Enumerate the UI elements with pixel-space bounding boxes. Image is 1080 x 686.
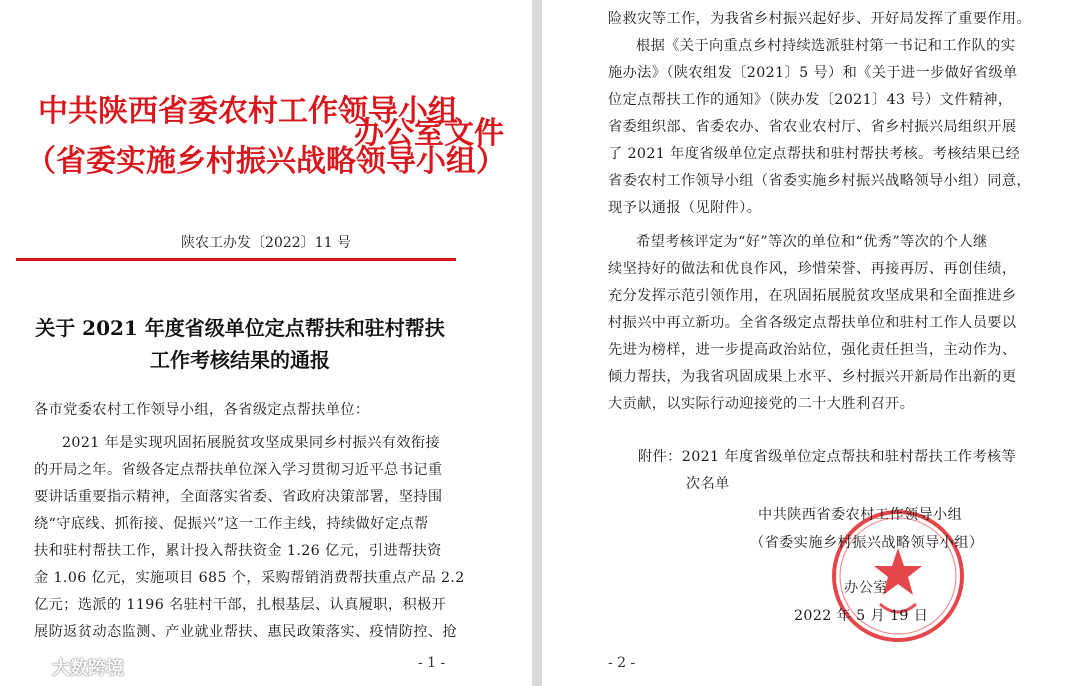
- signature-line3: 办公室: [844, 580, 888, 596]
- signature-line2: （省委实施乡村振兴战略领导小组）: [750, 535, 984, 551]
- body-line: 村振兴中再立新功。全省各级定点帮扶单位和驻村工作人员要以: [608, 315, 1017, 331]
- watermark: [8, 652, 124, 682]
- signature-date: 2022 年 5 月 19 日: [794, 608, 929, 624]
- body-line: 大贡献，以实际行动迎接党的二十大胜利召开。: [608, 396, 915, 412]
- body-line: 险救灾等工作，为我省乡村振兴起好步、开好局发挥了重要作用。: [608, 11, 1032, 27]
- body-line: 续坚持好的做法和优良作风，珍惜荣誉、再接再厉、再创佳绩，: [608, 261, 1017, 277]
- body-line: 展防返贫动态监测、产业就业帮扶、惠民政策落实、疫情防控、抢: [34, 624, 458, 640]
- body-line: 倾力帮扶，为我省巩固成果上水平、乡村振兴开新局作出新的更: [608, 369, 1017, 385]
- red-divider: [16, 258, 456, 261]
- body-line: 希望考核评定为“好”等次的单位和“优秀”等次的个人继: [636, 234, 988, 250]
- salutation: 各市党委农村工作领导小组，各省级定点帮扶单位：: [34, 402, 370, 418]
- document-page-1: [0, 0, 532, 686]
- watermark-text: 大数跨境: [52, 658, 124, 679]
- body-line: 施办法》（陕农组发〔2021〕5 号）和《关于进一步做好省级单: [608, 65, 1018, 81]
- document-title-line2: 工作考核结果的通报: [150, 348, 330, 372]
- body-line: 省委组织部、省委农办、省农业农村厅、省乡村振兴局组织开展: [608, 119, 1017, 135]
- body-line: 2021 年是实现巩固拓展脱贫攻坚成果同乡村振兴有效衔接: [62, 435, 441, 451]
- document-number: 陕农工办发〔2022〕11 号: [181, 235, 351, 251]
- body-line: 绕“守底线、抓衔接、促振兴”这一工作主线，持续做好定点帮: [34, 516, 429, 532]
- watermark-logo-icon: [8, 656, 46, 678]
- body-line: 了 2021 年度省级单位定点帮扶和驻村帮扶考核。考核结果已经: [608, 146, 1021, 162]
- body-line: 充分发挥示范引领作用，在巩固拓展脱贫攻坚成果和全面推进乡: [608, 288, 1017, 304]
- document-page-2: [542, 0, 1080, 686]
- body-line: 要讲话重要指示精神，全面落实省委、省政府决策部署，坚持围: [34, 489, 443, 505]
- body-line: 现予以通报（见附件）。: [608, 200, 762, 216]
- body-line: 的开局之年。省级各定点帮扶单位深入学习贯彻习近平总书记重: [34, 462, 443, 478]
- header-org-line2: （省委实施乡村振兴战略领导小组）: [26, 144, 506, 179]
- attachment-line2: 次名单: [686, 476, 730, 492]
- document-title-line1: 关于 2021 年度省级单位定点帮扶和驻村帮扶: [35, 316, 445, 340]
- header-org-line1: 中共陕西省委农村工作领导小组: [38, 94, 458, 129]
- header-suffix: 办公室文件: [354, 116, 504, 151]
- body-line: 金 1.06 亿元，实施项目 685 个，采购帮销消费帮扶重点产品 2.2: [34, 570, 465, 586]
- body-line: 先进为榜样，进一步提高政治站位，强化责任担当，主动作为、: [608, 342, 1017, 358]
- body-line: 省委农村工作领导小组（省委实施乡村振兴战略领导小组）同意，: [608, 173, 1032, 189]
- body-line: 扶和驻村帮扶工作，累计投入帮扶资金 1.26 亿元，引进帮扶资: [34, 543, 442, 559]
- body-line: 根据《关于向重点乡村持续选派驻村第一书记和工作队的实: [636, 38, 1016, 54]
- body-line: 亿元；选派的 1196 名驻村干部，扎根基层、认真履职，积极开: [34, 597, 447, 613]
- body-line: 位定点帮扶工作的通知》（陕办发〔2021〕43 号）文件精神，: [608, 92, 1013, 108]
- attachment-line1: 附件：2021 年度省级单位定点帮扶和驻村帮扶工作考核等: [638, 449, 1017, 465]
- page-number-2: - 2 -: [608, 655, 636, 671]
- page-number-1: - 1 -: [418, 655, 446, 671]
- signature-line1: 中共陕西省委农村工作领导小组: [758, 507, 963, 523]
